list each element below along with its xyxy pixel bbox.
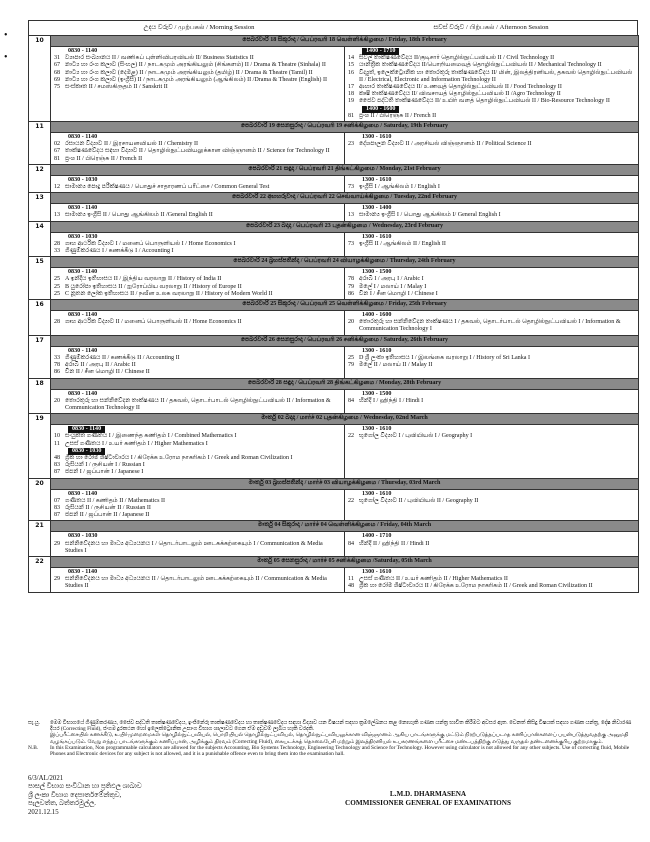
morning-cell bbox=[51, 204, 345, 221]
subject-name: යාන්ත්‍රික තාක්ෂණවේදය II/பொறியமைவுத் தொழில்நுட்பவியல் II / Mechanical Technology II bbox=[359, 62, 602, 69]
subject-code: 12 bbox=[54, 184, 61, 191]
subject-code: 69 bbox=[54, 76, 61, 83]
date-row bbox=[29, 193, 639, 204]
exam-date: පෙබරවාරි 21 සඳුදා / பெப்ரவரி 21 திங்கட்கிழமை / Monday, 21st February bbox=[51, 164, 639, 175]
date-row bbox=[29, 521, 639, 532]
subject-entry bbox=[54, 498, 341, 505]
subject-code: 67 bbox=[54, 148, 61, 155]
day-number: 19 bbox=[29, 414, 51, 478]
day-number: 14 bbox=[29, 221, 51, 257]
subject-code: 87 bbox=[54, 512, 61, 519]
subject-code: 17 bbox=[348, 84, 355, 91]
morning-cell bbox=[51, 346, 345, 378]
date-row bbox=[29, 36, 639, 47]
subject-name: ග්‍රීක හා රෝම ශිෂ්ටාචාරය I / கிரேக்க உரோம நாகரிகம் I / Greek and Roman Civilization I bbox=[65, 454, 293, 461]
note-english: In this Examination, Non programmable calculators are allowed for the subjects Accounting, Bio Systems Technology, Engineering Technology and Science for Technology. However using calculator is not allowed for any other subjects. Use of correcting fluid, Mobile Phones and Electronic devices for any subject is not allowed, and it is a punishable offence even to bring them into the examination hall. bbox=[50, 744, 630, 758]
sessions-row bbox=[29, 204, 639, 221]
subject-entry bbox=[54, 241, 341, 248]
afternoon-cell bbox=[345, 489, 639, 521]
subject-name: උසස් ගණිතය II / உயர் கணிதம் II / Higher Mathematics II bbox=[359, 576, 508, 583]
subject-name: රුසියන් I / ருசியன் I / Russian I bbox=[65, 462, 145, 469]
sessions-row bbox=[29, 47, 639, 122]
subject-name: ජෛව පද්ධති තාක්ෂණවේදය II/ உயிர் வளத் தொழில்நுட்பவியல் II / Bio-Resource Technology II bbox=[359, 98, 610, 105]
subject-code: 13 bbox=[348, 212, 355, 219]
subject-code: 19 bbox=[348, 98, 355, 105]
day-number: 21 bbox=[29, 521, 51, 557]
subject-name: ගෘහ ආර්ථික විද්‍යාව I / மனைப் பொருளியல் I / Home Economics I bbox=[65, 240, 236, 247]
subject-entry bbox=[54, 184, 341, 191]
subject-code: 28 bbox=[54, 240, 61, 247]
session-time: 1400 - 1710 bbox=[362, 48, 399, 55]
subject-name: රසායන විද්‍යාව II / இரசாயனவியல் II / Chemistry II bbox=[65, 141, 199, 148]
subject-entry bbox=[54, 319, 341, 326]
subject-entry bbox=[348, 141, 635, 148]
subject-code: 79 bbox=[348, 283, 355, 290]
subject-entry bbox=[348, 276, 635, 283]
day-number: 11 bbox=[29, 122, 51, 165]
subject-code: 79 bbox=[348, 362, 355, 369]
margin-mark: • bbox=[4, 30, 8, 41]
subject-entry bbox=[54, 212, 341, 219]
subject-entry bbox=[348, 583, 635, 590]
date-row bbox=[29, 335, 639, 346]
sessions-row bbox=[29, 268, 639, 300]
afternoon-cell bbox=[345, 532, 639, 557]
session-time: 1400 - 1710 bbox=[362, 533, 392, 540]
subject-name: මලේ I / மலாய் I / Malay I bbox=[359, 283, 427, 290]
morning-cell bbox=[51, 567, 345, 592]
subject-name: ජපන් I / ஜப்பான் I / Japanese I bbox=[65, 469, 144, 476]
session-time: 1300 - 1610 bbox=[362, 176, 392, 183]
session-time: 1400 - 1600 bbox=[362, 106, 399, 113]
subject-code: 33 bbox=[54, 248, 61, 255]
exam-date: පෙබරවාරි 19 සෙනසුරාදා / பெப்ரவரி 19 சனிக்கிழமை / Saturday, 19th February bbox=[51, 122, 639, 133]
afternoon-cell bbox=[345, 346, 639, 378]
subject-name: නාට්‍ය හා රංග කලාව (ඉංග්‍රීසි) II / நாடகமும் அரங்கியலும் (ஆங்கிலம்) II /Drama & Theatre (English) II bbox=[65, 76, 328, 83]
subject-name: සාමාන්‍ය ඉංග්‍රීසි II / பொது ஆங்கிலம் II /General English II bbox=[65, 212, 213, 219]
subject-entry bbox=[348, 113, 635, 120]
subject-name: ගෘහ ආර්ථික විද්‍යාව II / மனைப் பொருளியல் II / Home Economics II bbox=[65, 319, 242, 326]
subject-code: 25 bbox=[54, 276, 61, 283]
subject-code: 28 bbox=[54, 319, 61, 326]
subject-code: 29 bbox=[54, 540, 61, 547]
subject-entry bbox=[54, 369, 341, 376]
subject-code: 83 bbox=[54, 462, 61, 469]
subject-entry bbox=[54, 84, 341, 91]
signatory-name: L.M.D. DHARMASENA bbox=[389, 790, 467, 798]
subject-name: ජපන් II / ஜப்பான் II / Japanese II bbox=[65, 512, 150, 519]
subject-name: A ඉන්දීය ඉතිහාසය II / இந்திய வரலாறு II / History of India II bbox=[65, 276, 222, 283]
subject-code: 73 bbox=[348, 240, 355, 247]
subject-name: තොරතුරු හා සන්නිවේදන තාක්ෂණය II / தகவல், தொடர்பாடல் தொழில்நுட்பவியல் II / Information & Communication Technology II bbox=[65, 397, 331, 411]
note-label-en: N.B. bbox=[28, 744, 39, 751]
sessions-row bbox=[29, 133, 639, 165]
subject-name: ප්‍රංශ II / பிரெஞ்சு II / French II bbox=[359, 112, 437, 119]
subject-entry bbox=[348, 498, 635, 505]
subject-name: ඉංග්‍රීසි I / ஆங்கிலம் I / English I bbox=[359, 184, 440, 191]
subject-entry bbox=[54, 248, 341, 255]
session-time: 1300 - 1500 bbox=[362, 390, 392, 397]
morning-cell bbox=[51, 232, 345, 257]
day-number: 12 bbox=[29, 164, 51, 192]
subject-entry bbox=[348, 98, 635, 105]
exam-date: මාර්තු 05 සෙනසුරාදා / மார்ச் 05 சனிக்கிழமை /Saturday, 05th March bbox=[51, 556, 639, 567]
subject-name: චීන II / சீன மொழி II / Chinese II bbox=[65, 369, 150, 376]
afternoon-cell bbox=[345, 232, 639, 257]
subject-name: සිවිල් තාක්ෂණවේදය II/குடிசார் தொழில்நுட்பவியல் II / Civil Technology II bbox=[359, 55, 555, 62]
day-number: 18 bbox=[29, 378, 51, 414]
afternoon-cell bbox=[345, 204, 639, 221]
subject-name: සංයුක්ත ගණිතය I / இணைந்த கணிதம் I / Combined Mathematics I bbox=[65, 433, 237, 440]
subject-name: ව්‍යාපාර සංඛ්‍යානය II / வணிகப் புள்ளிவிபரவியல் II/ Business Statistics II bbox=[65, 55, 254, 62]
subject-entry bbox=[54, 148, 341, 155]
session-time: 0830 - 1030 bbox=[68, 448, 105, 455]
subject-code: 14 bbox=[348, 55, 355, 62]
subject-name: සාමාන්‍ය ඉංග්‍රීසි I / பொது ஆங்கிலம் I/ General English I bbox=[359, 212, 501, 219]
subject-entry bbox=[54, 433, 341, 440]
note-sinhala: මෙම විභාගයේ ගිණුම්කරණය, ජෛව පද්ධති තාක්ෂණවේදය, ඉංජිනේරු තාක්ෂණවේදය හා තාක්ෂණවේදය සඳහා විද්‍යාව යන විෂයන් සඳහා ක්‍රමලේඛනය කළ නොහැකි ගණක යන්ත්‍ර භාවිත කිරීමට අවසර ඇත. වෙනත් කිසිදු විෂයක් සඳහා ගණක යන්ත්‍ර, දෝෂ නිවාරණ දියර (Correcting Fluid), ජංගම දුරකථන හෝ ඉලෙක්ට්‍රොනික උපාංග විභාග ශාලාවට ගෙන ඒම දඬුවම් ලැබිය හැකි වරදකි. bbox=[50, 720, 632, 733]
morning-cell bbox=[51, 133, 345, 165]
subject-name: ග්‍රීක හා රෝම ශිෂ්ටාචාරය II / கிரேக்க உரோம நாகரிகம் II / Greek and Roman Civilization II bbox=[359, 583, 593, 590]
subject-entry bbox=[54, 541, 341, 555]
subject-code: 67 bbox=[54, 62, 61, 69]
sessions-row bbox=[29, 232, 639, 257]
subject-code: 18 bbox=[348, 91, 355, 98]
session-time: 1300 - 1610 bbox=[362, 134, 392, 141]
sessions-row bbox=[29, 389, 639, 414]
sessions-row bbox=[29, 489, 639, 521]
exam-date: පෙබරවාරි 25 සිකුරාදා / பெப்ரவரி 25 வெள்ளிக்கிழமை / Friday, 25th February bbox=[51, 300, 639, 311]
afternoon-cell bbox=[345, 47, 639, 122]
office-line-3: පැලවත්ත, බත්තරමුල්ල. bbox=[28, 800, 96, 808]
subject-name: මලේ II / மலாய் II / Malay II bbox=[359, 362, 433, 369]
session-time: 0830 - 1140 bbox=[68, 426, 105, 433]
subject-code: 75 bbox=[54, 84, 61, 91]
sessions-row bbox=[29, 532, 639, 557]
session-header bbox=[28, 20, 638, 35]
day-number: 13 bbox=[29, 193, 51, 221]
subject-entry bbox=[348, 362, 635, 369]
subject-name: තාක්ෂණවේදය සඳහා විද්‍යාව II / தொழில்நுட்பவியலுக்கான விஞ்ஞானம் II / Science for Technology II bbox=[65, 148, 330, 155]
session-time: 0830 - 1140 bbox=[68, 48, 98, 54]
subject-name: සාමාන්‍ය පොදු පරීක්ෂණය / பொதுச் சாதாரணப் பரீட்சை / Common General Test bbox=[65, 184, 270, 191]
subject-code: 86 bbox=[54, 369, 61, 376]
day-number: 10 bbox=[29, 36, 51, 122]
session-time: 1300 - 1610 bbox=[362, 490, 392, 497]
subject-code: 11 bbox=[348, 576, 354, 583]
subject-code: 25 bbox=[348, 354, 355, 361]
note-tamil: இப்பரீட்சையில் கணக்கீடு, உயிர்முறைமைகள் தொழில்நுட்பவியல், பொறியியல் தொழில்நுட்பவியல், தொழில்நுட்பவியலுக்கான விஞ்ஞானம் ஆகிய பாடங்களுக்கு மட்டும் நிரற்படுத்தப்படாத கணிப்பான்களைப் பயன்படுத்துவதற்கு அனுமதி வழங்கப்படும். வேறு எந்தப் பாடங்களுக்கும் கணிப்பான், அழிக்கும் திரவம் (Correcting Fluid), கையடக்கத் தொலைபேசி மற்றும் இலத்திரனியல் உபகரணங்களை பரீட்சை மண்டபத்திற்கு எடுத்து வருதல் தண்டனைக்குரிய குற்றமாகும். bbox=[50, 732, 629, 745]
afternoon-session-label: සවස් වරුව / பிற்பகல் / Afternoon Session bbox=[433, 24, 549, 31]
subject-name: භූගෝල විද්‍යාව II / புவியியல் II / Geography II bbox=[359, 497, 479, 504]
afternoon-cell bbox=[345, 425, 639, 478]
subject-name: ගිණුම්කරණය II / கணக்கீடு II / Accounting II bbox=[65, 354, 180, 361]
subject-name: නාට්‍ය හා රංග කලාව (දෙමළ) II / நாடகமும் அரங்கியலும் (தமிழ்) II / Drama & Theatre (Tamil) II bbox=[65, 69, 313, 76]
signatory-title: COMMISSIONER GENERAL OF EXAMINATIONS bbox=[345, 799, 511, 807]
note-label-si: සැ.යු. bbox=[28, 720, 40, 726]
subject-code: 73 bbox=[348, 184, 355, 191]
session-time: 0830 - 1140 bbox=[68, 269, 98, 276]
notes-section bbox=[28, 720, 638, 757]
afternoon-cell bbox=[345, 133, 639, 165]
session-time: 0830 - 1140 bbox=[68, 390, 98, 397]
subject-name: ගණිතය II / கணிதம் II / Mathematics II bbox=[65, 497, 166, 504]
morning-cell bbox=[51, 425, 345, 478]
subject-entry bbox=[54, 576, 341, 590]
subject-entry bbox=[348, 291, 635, 298]
exam-date: පෙබරවාරි 26 සෙනසුරාදා / பெப்ரவரி 26 சனிக்கிழமை / Saturday, 26th February bbox=[51, 335, 639, 346]
exam-date: පෙබරවාරි 24 බ්‍රහස්පතින්දා / பெப்ரவரி 24 வியாழக்கிழமை / Thursday, 24th February bbox=[51, 257, 639, 268]
session-time: 0830 - 1140 bbox=[68, 205, 98, 212]
subject-name: සන්නිවේදනය හා මාධ්‍ය අධ්‍යයනය I / தொடர்பாடலும் ஊடகக்கற்கையும் I / Communication & Media Studies I bbox=[65, 540, 323, 554]
morning-cell bbox=[51, 311, 345, 336]
subject-entry bbox=[54, 291, 341, 298]
subject-name: කෘෂි තාක්ෂණවේදය II/ விவசாயத் தொழில்நுட்பவியல் II /Agro Technology II bbox=[359, 91, 561, 98]
sessions-row bbox=[29, 567, 639, 592]
exam-date: පෙබරවාරි 28 සඳුදා / பெப்ரவரி 28 திங்கட்கிழமை / Monday, 28th February bbox=[51, 378, 639, 389]
exam-date: මාර්තු 04 සිකුරාදා / மார்ச் 04 வெள்ளிக்கிழமை / Friday, 04th March bbox=[51, 521, 639, 532]
morning-cell bbox=[51, 489, 345, 521]
session-time: 1300 - 1610 bbox=[362, 568, 392, 575]
subject-code: 20 bbox=[54, 397, 61, 404]
subject-entry bbox=[348, 284, 635, 291]
subject-entry bbox=[54, 276, 341, 283]
subject-entry bbox=[54, 469, 341, 476]
subject-entry bbox=[54, 156, 341, 163]
subject-name: ආහාර තාක්ෂණවේදය II/ உணவுத் தொழில்நுட்பவியல் II / Food Technology II bbox=[359, 84, 562, 91]
subject-name: C නූතන ලෝක ඉතිහාසය II / நவீன உலக வரலாறு II / History of Modern World II bbox=[65, 290, 273, 297]
morning-session-label: උදය වරුව / முற்பகல் / Morning Session bbox=[143, 24, 255, 31]
timetable-page bbox=[28, 20, 638, 593]
exam-timetable bbox=[28, 35, 639, 593]
subject-code: 11 bbox=[54, 440, 60, 447]
sessions-row bbox=[29, 311, 639, 336]
morning-cell bbox=[51, 532, 345, 557]
date-row bbox=[29, 378, 639, 389]
subject-entry bbox=[348, 184, 635, 191]
afternoon-cell bbox=[345, 311, 639, 336]
subject-code: 78 bbox=[54, 362, 61, 369]
subject-entry bbox=[348, 70, 635, 84]
date-row bbox=[29, 122, 639, 133]
session-time: 1300 - 1610 bbox=[362, 347, 392, 354]
subject-entry bbox=[348, 62, 635, 69]
subject-entry bbox=[348, 355, 635, 362]
subject-entry bbox=[54, 512, 341, 519]
subject-name: චීන I / சீன மொழி I / Chinese I bbox=[359, 290, 438, 297]
subject-name: D ශ්‍රී ලංකා ඉතිහාසය I / இலங்கை வரலாறு I / History of Sri Lanka I bbox=[359, 354, 531, 361]
subject-name: ගිණුම්කරණය I / கணக்கீடு I / Accounting I bbox=[65, 248, 174, 255]
exam-date: පෙබරවාරි 23 බදාදා / பெப்ரவரி 23 புதன்கிழமை / Wednesday, 23rd February bbox=[51, 221, 639, 232]
subject-entry bbox=[54, 62, 341, 69]
sessions-row bbox=[29, 346, 639, 378]
sessions-row bbox=[29, 425, 639, 478]
day-number: 22 bbox=[29, 556, 51, 592]
reference-number: 6/3/AL/2021 bbox=[28, 775, 64, 782]
session-time: 0830 - 1030 bbox=[68, 233, 98, 240]
afternoon-cell bbox=[345, 567, 639, 592]
subject-code: 87 bbox=[54, 469, 61, 476]
office-line-2: ශ්‍රී ලංකා විභාග දෙපාර්තමේන්තුව, bbox=[28, 791, 122, 799]
subject-name: නාට්‍ය හා රංග කලාව (සිංහල) II / நாடகமும் அரங்கியலும் (சிங்களம்) II / Drama & Theatre (Sinhala) II bbox=[65, 62, 326, 69]
afternoon-cell bbox=[345, 389, 639, 414]
subject-entry bbox=[54, 355, 341, 362]
morning-cell bbox=[51, 175, 345, 192]
session-time: 0830 - 1140 bbox=[68, 134, 98, 141]
subject-code: 81 bbox=[54, 155, 61, 162]
subject-name: B යුරෝපා ඉතිහාසය II / ஐரோப்பிய வரலாறு II / History of Europe II bbox=[65, 283, 242, 290]
subject-entry bbox=[348, 398, 635, 405]
subject-code: 10 bbox=[54, 433, 61, 440]
subject-name: හින්දි I / ஹிந்தி I / Hindi I bbox=[359, 397, 424, 404]
exam-date: පෙබරවාරි 22 අඟහරුවාදා / பெப்ரவரி 22 செவ்வாய்க்கிழமை / Tuesday, 22nd February bbox=[51, 193, 639, 204]
subject-code: 02 bbox=[54, 141, 61, 148]
subject-code: 29 bbox=[54, 576, 61, 583]
subject-name: උසස් ගණිතය I / உயர் கணிதம் I / Higher Mathematics I bbox=[65, 440, 208, 447]
subject-entry bbox=[348, 319, 635, 333]
subject-code: 25 bbox=[54, 283, 61, 290]
afternoon-cell bbox=[345, 175, 639, 192]
date-row bbox=[29, 414, 639, 425]
subject-code: 31 bbox=[54, 55, 61, 62]
subject-code: 33 bbox=[54, 354, 61, 361]
subject-entry bbox=[348, 433, 635, 440]
subject-name: හින්දි II / ஹிந்தி II / Hindi II bbox=[359, 540, 430, 547]
issue-date: 2021.12.15 bbox=[28, 808, 59, 816]
day-number: 15 bbox=[29, 257, 51, 300]
subject-code: 84 bbox=[348, 540, 355, 547]
date-row bbox=[29, 300, 639, 311]
subject-code: 81 bbox=[348, 112, 355, 119]
session-time: 0830 - 1140 bbox=[68, 312, 98, 319]
session-time: 1300 - 1500 bbox=[362, 269, 392, 276]
exam-date: පෙබරවාරි 18 සිකුරාදා / பெப்ரவரி 18 வெள்ளிக்கிழமை / Friday, 18th February bbox=[51, 36, 639, 47]
subject-name: භූගෝල විද්‍යාව I / புவியியல் I / Geography I bbox=[359, 433, 473, 440]
subject-code: 16 bbox=[348, 69, 355, 76]
morning-cell bbox=[51, 47, 345, 122]
subject-name: ඉංග්‍රීසි II / ஆங்கிலம் II / English II bbox=[359, 240, 446, 247]
session-time: 1300 - 1610 bbox=[362, 426, 392, 433]
subject-name: අරාබි I / அரபு I / Arabic I bbox=[359, 276, 424, 283]
subject-code: 83 bbox=[54, 504, 61, 511]
subject-code: 22 bbox=[348, 433, 355, 440]
subject-code: 78 bbox=[348, 276, 355, 283]
subject-code: 84 bbox=[348, 397, 355, 404]
subject-code: 07 bbox=[54, 497, 61, 504]
day-number: 20 bbox=[29, 478, 51, 521]
subject-entry bbox=[54, 398, 341, 412]
subject-code: 20 bbox=[348, 319, 355, 326]
session-time: 0830 - 1030 bbox=[68, 533, 98, 540]
date-row bbox=[29, 556, 639, 567]
session-time: 0830 - 1140 bbox=[68, 347, 98, 354]
subject-code: 13 bbox=[54, 212, 61, 219]
subject-name: ප්‍රංශ II / பிரெஞ்சு II / French II bbox=[65, 155, 143, 162]
subject-entry bbox=[348, 212, 635, 219]
date-row bbox=[29, 221, 639, 232]
subject-code: 48 bbox=[54, 454, 61, 461]
session-time: 1300 - 1610 bbox=[362, 233, 392, 240]
subject-entry bbox=[54, 441, 341, 448]
subject-code: 68 bbox=[54, 69, 61, 76]
date-row bbox=[29, 478, 639, 489]
afternoon-cell bbox=[345, 268, 639, 300]
exam-date: මාර්තු 02 බදාදා / மார்ச் 02 புதன்கிழமை / Wednesday, 02nd March bbox=[51, 414, 639, 425]
margin-mark-2: • bbox=[4, 52, 8, 63]
day-number: 17 bbox=[29, 335, 51, 378]
session-time: 1300 - 1400 bbox=[362, 205, 392, 212]
session-time: 0830 - 1030 bbox=[68, 176, 98, 183]
subject-code: 22 bbox=[348, 497, 355, 504]
subject-entry bbox=[54, 284, 341, 291]
subject-code: 23 bbox=[348, 141, 355, 148]
date-row bbox=[29, 257, 639, 268]
subject-name: සංස්කෘත II / சமஸ்கிருதம் II / Sanskrit II bbox=[65, 84, 168, 91]
subject-name: දේශපාලන විද්‍යාව II / அரசியல் விஞ்ஞானம் II / Political Science II bbox=[359, 141, 532, 148]
exam-date: මාර්තු 03 බ්‍රහස්පතින්දා / மார்ச் 03 வியாழக்கிழமை / Thursday, 03rd March bbox=[51, 478, 639, 489]
subject-name: තොරතුරු හා සන්නිවේදන තාක්ෂණය I / தகவல், தொடர்பாடல் தொழில்நுட்பவியல் I / Information & Communication Technology I bbox=[359, 319, 621, 333]
session-time: 0830 - 1140 bbox=[68, 568, 98, 575]
subject-entry bbox=[348, 241, 635, 248]
morning-cell bbox=[51, 389, 345, 414]
subject-name: අරාබි II / அரபு II / Arabic II bbox=[65, 362, 136, 369]
subject-entry bbox=[54, 77, 341, 84]
subject-code: 48 bbox=[348, 583, 355, 590]
session-time: 1400 - 1600 bbox=[362, 312, 392, 319]
subject-entry bbox=[348, 541, 635, 548]
sessions-row bbox=[29, 175, 639, 192]
subject-code: 25 bbox=[54, 290, 61, 297]
subject-code: 86 bbox=[348, 290, 355, 297]
morning-cell bbox=[51, 268, 345, 300]
office-line-1: පාසල් විභාග සංවිධාන හා ප්‍රතිඵල ශාඛාව bbox=[28, 783, 142, 791]
day-number: 16 bbox=[29, 300, 51, 336]
subject-name: රුසියන් II / ருசியன் II / Russian II bbox=[65, 504, 151, 511]
date-row bbox=[29, 164, 639, 175]
subject-code: 15 bbox=[348, 62, 355, 69]
subject-name: විද්‍යුත්, ඉලෙක්ට්‍රොනික හා තොරතුරු තාක්ෂණවේදය II/ மின், இலத்திரனியல், தகவல் தொழில்நுட்பவியல் II / Electrical, Electronic and Information Technology II bbox=[359, 69, 633, 83]
session-time: 0830 - 1140 bbox=[68, 490, 98, 497]
subject-name: සන්නිවේදනය හා මාධ්‍ය අධ්‍යයනය II / தொடர்பாடலும் ஊடகக்கற்கையும் II / Communication & Media Studies II bbox=[65, 576, 327, 590]
subject-entry bbox=[54, 70, 341, 77]
